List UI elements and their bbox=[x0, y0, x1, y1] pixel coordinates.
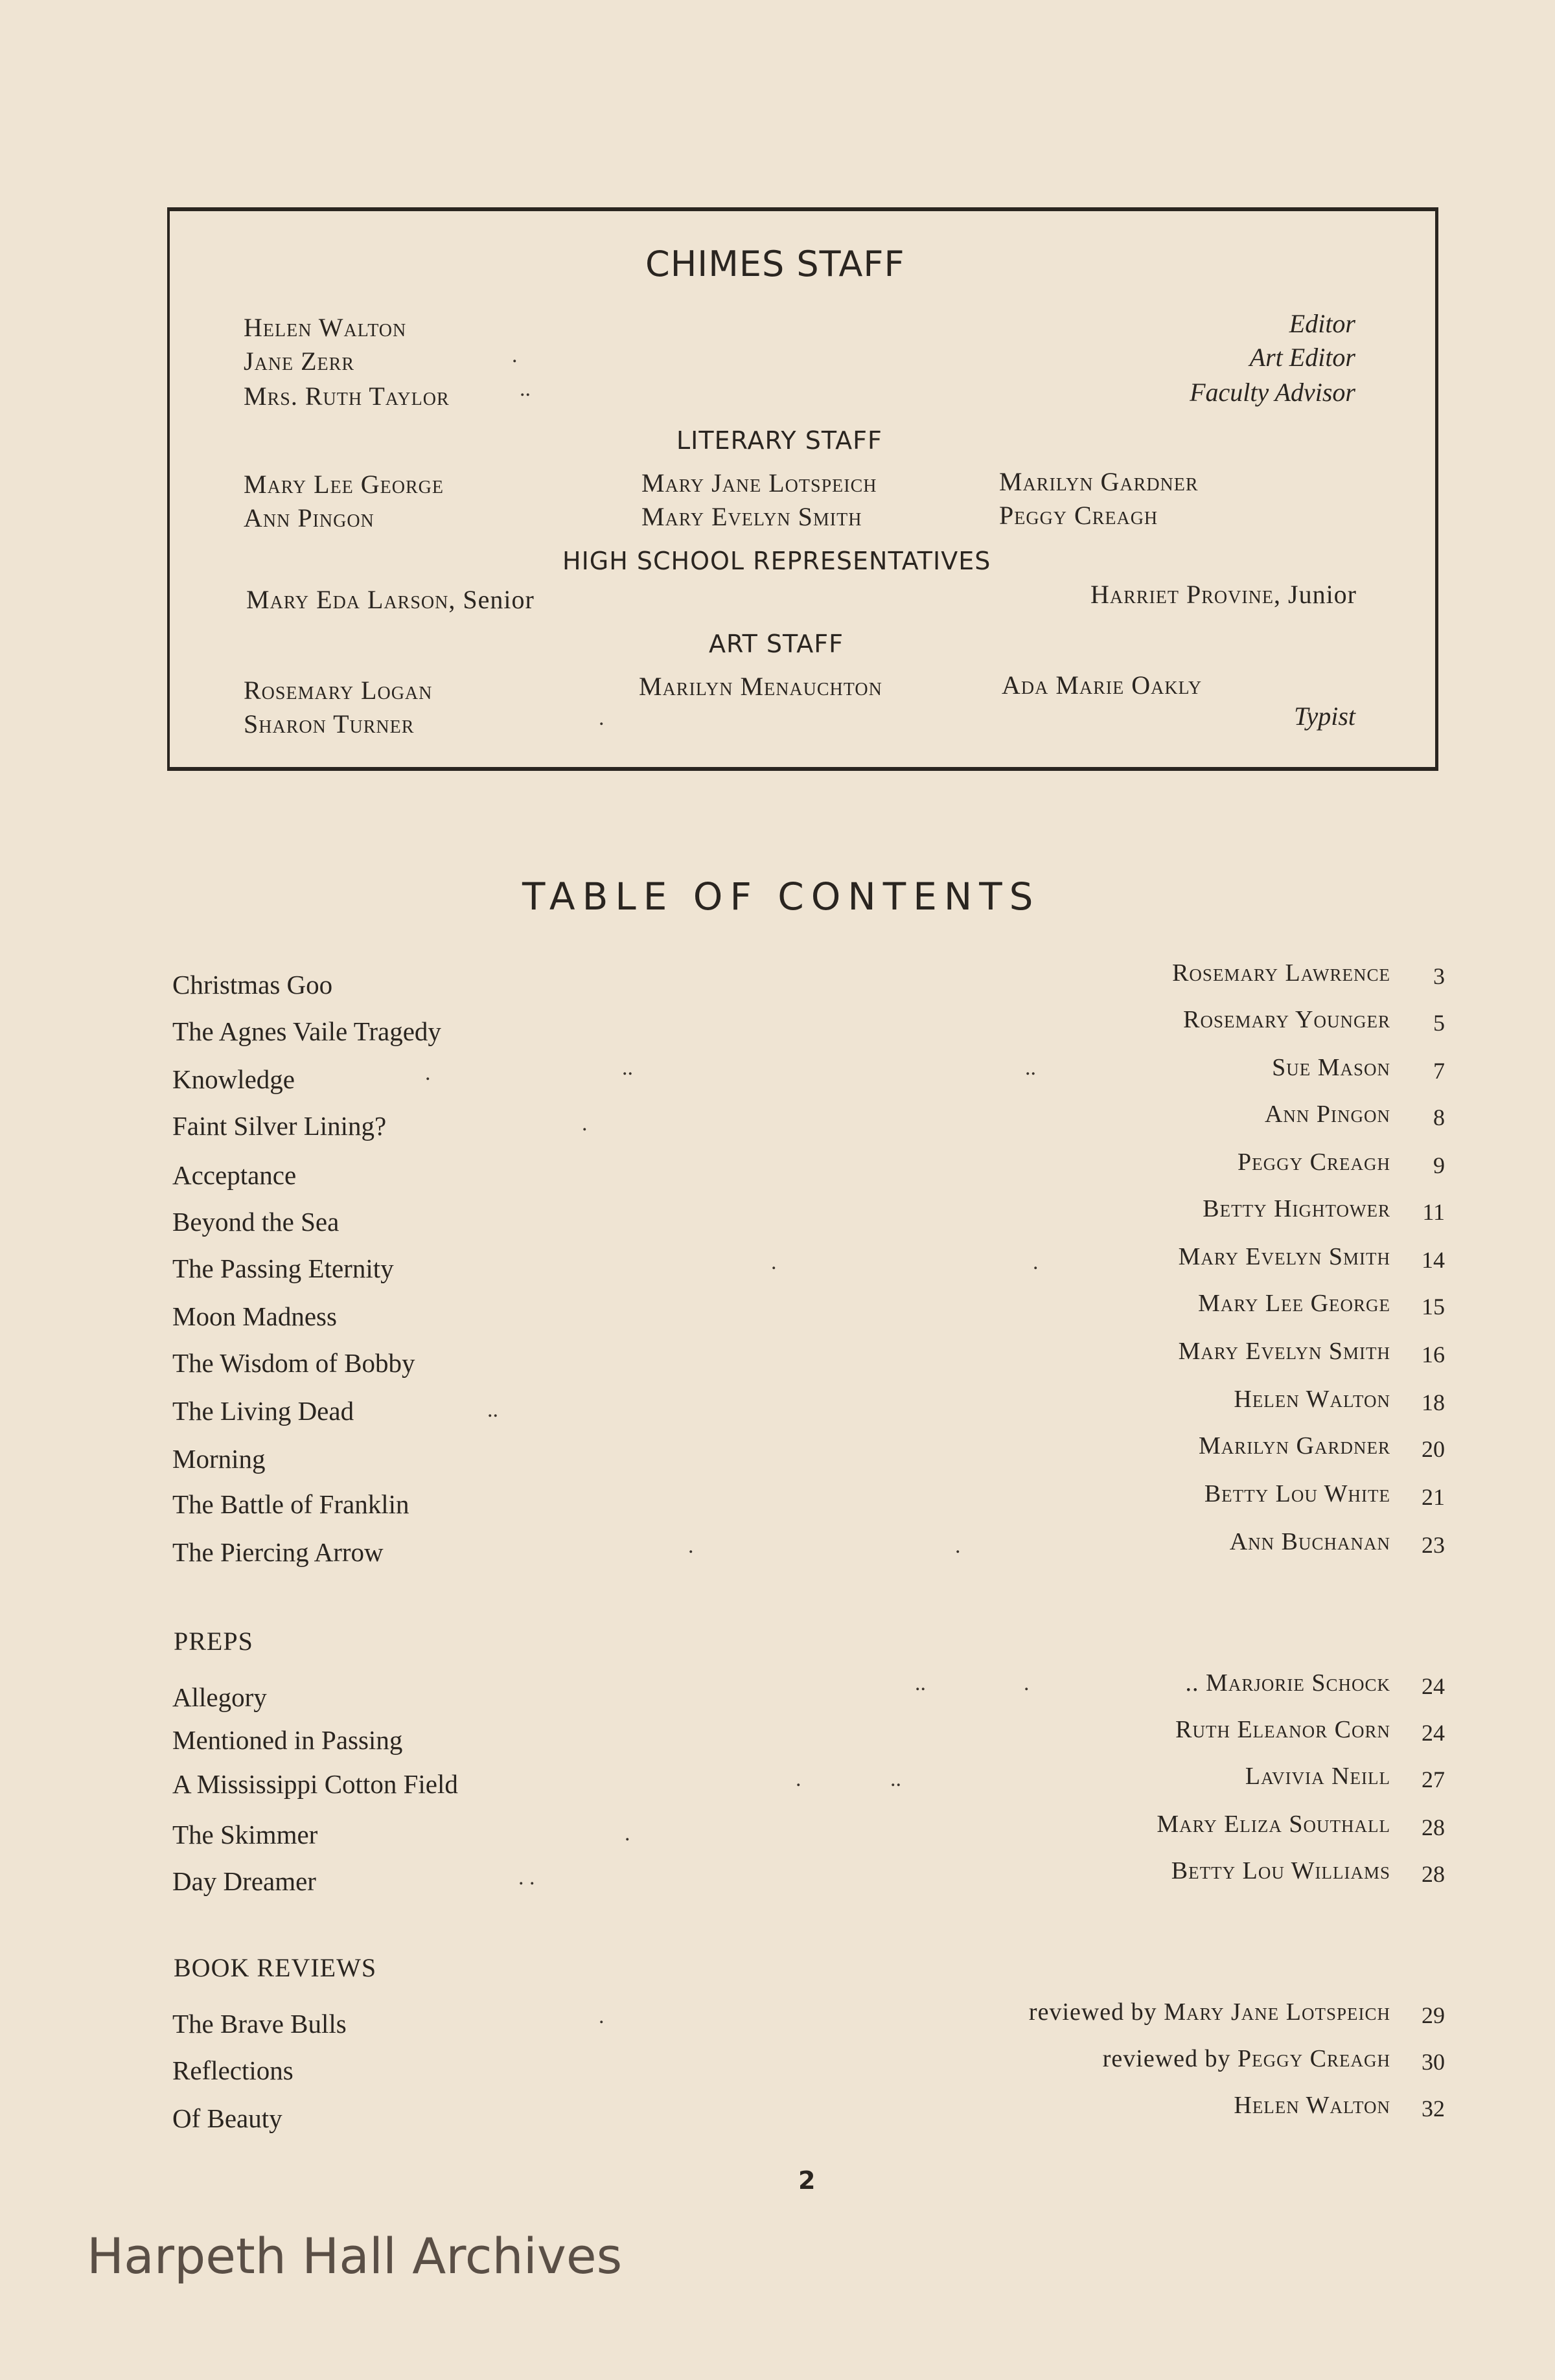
toc-entry-title: The Agnes Vaile Tragedy bbox=[172, 1016, 441, 1046]
toc-entry-author: Betty Lou White bbox=[1204, 1480, 1390, 1507]
leader-dots: .. bbox=[487, 1398, 498, 1422]
hs-senior bbox=[246, 584, 535, 615]
leader-dot: . bbox=[796, 1767, 801, 1791]
review-author: Helen Walton bbox=[1234, 2092, 1390, 2119]
literary-member: Peggy Creagh bbox=[999, 501, 1158, 530]
leader-dot: . bbox=[625, 1822, 630, 1846]
toc-entry-title: Allegory bbox=[172, 1682, 267, 1712]
toc-entry-page: 28 bbox=[1422, 1814, 1445, 1840]
toc-entry-page: 3 bbox=[1433, 963, 1445, 989]
toc-entry-title: The Living Dead bbox=[172, 1396, 354, 1426]
literary-member: Mary Evelyn Smith bbox=[641, 502, 862, 531]
archive-watermark: Harpeth Hall Archives bbox=[87, 2227, 623, 2285]
toc-entry-page: 23 bbox=[1422, 1532, 1445, 1558]
toc-entry-page: 20 bbox=[1422, 1436, 1445, 1462]
toc-title: TABLE OF CONTENTS bbox=[522, 875, 1041, 919]
toc-entry-author: Lavivia Neill bbox=[1245, 1763, 1390, 1790]
toc-entry-title: The Skimmer bbox=[172, 1820, 318, 1849]
typist-role: Typist bbox=[1294, 702, 1355, 731]
toc-entry-title: Moon Madness bbox=[172, 1301, 337, 1331]
art-member: Rosemary Logan bbox=[244, 676, 433, 705]
toc-entry-title: The Piercing Arrow bbox=[172, 1537, 384, 1567]
hs-junior-class: Junior bbox=[1288, 580, 1357, 609]
toc-entry-title: The Brave Bulls bbox=[172, 2009, 347, 2039]
toc-entry-author: Peggy Creagh bbox=[1238, 1149, 1390, 1176]
leader-dot: . bbox=[955, 1534, 961, 1558]
hs-heading: HIGH SCHOOL REPRESENTATIVES bbox=[562, 547, 991, 575]
toc-entry-author: Rosemary Younger bbox=[1183, 1006, 1390, 1033]
art-editor-role: Art Editor bbox=[1249, 343, 1355, 372]
leader-dot: . bbox=[512, 343, 518, 367]
toc-entry-author: Mary Evelyn Smith bbox=[1178, 1338, 1390, 1365]
art-member: Marilyn Menauchton bbox=[639, 672, 882, 701]
toc-entry-author: Mary Lee George bbox=[1198, 1290, 1390, 1317]
editor-name: Helen Walton bbox=[244, 313, 407, 342]
toc-entry-page: 14 bbox=[1422, 1247, 1445, 1273]
toc-entry-title: Of Beauty bbox=[172, 2103, 282, 2133]
art-editor-name: Jane Zerr bbox=[244, 347, 354, 376]
literary-member: Mary Lee George bbox=[244, 470, 444, 499]
leader-dot: . bbox=[425, 1061, 431, 1085]
toc-entry-title: Reflections bbox=[172, 2055, 294, 2085]
review-author: Peggy Creagh bbox=[1238, 2045, 1390, 2072]
toc-entry-page: 9 bbox=[1433, 1152, 1445, 1178]
leader-dots: .. bbox=[520, 377, 531, 401]
toc-entry-title: Day Dreamer bbox=[172, 1866, 316, 1896]
toc-review-author bbox=[1234, 2091, 1390, 2120]
reviews-heading: BOOK REVIEWS bbox=[174, 1953, 377, 1982]
literary-member: Ann Pingon bbox=[244, 503, 374, 532]
advisor-name: Mrs. Ruth Taylor bbox=[244, 382, 450, 411]
toc-entry-page: 32 bbox=[1422, 2096, 1445, 2122]
toc-entry-author: Mary Evelyn Smith bbox=[1178, 1243, 1390, 1270]
toc-entry-title: A Mississippi Cotton Field bbox=[172, 1769, 458, 1799]
toc-entry-page: 28 bbox=[1422, 1861, 1445, 1887]
toc-entry-title: Mentioned in Passing bbox=[172, 1725, 403, 1755]
toc-entry-author: Marilyn Gardner bbox=[1198, 1432, 1390, 1459]
staff-title: CHIMES STAFF bbox=[645, 244, 905, 284]
toc-entry-page: 11 bbox=[1422, 1199, 1445, 1225]
hs-junior bbox=[1090, 579, 1357, 610]
art-member: Ada Marie Oakly bbox=[1002, 670, 1203, 700]
toc-entry-author: Betty Lou Williams bbox=[1171, 1857, 1390, 1884]
toc-review-author bbox=[1029, 1998, 1390, 2026]
leader-dot: . bbox=[1024, 1671, 1030, 1695]
toc-entry-title: Beyond the Sea bbox=[172, 1207, 340, 1237]
toc-entry-author: Rosemary Lawrence bbox=[1172, 959, 1390, 987]
leader-dots: .. bbox=[622, 1056, 633, 1080]
toc-entry-author: .. Marjorie Schock bbox=[1185, 1669, 1390, 1697]
toc-entry-title: The Battle of Franklin bbox=[172, 1489, 409, 1519]
toc-entry-page: 29 bbox=[1422, 2002, 1445, 2028]
review-prefix: reviewed by bbox=[1028, 1998, 1157, 2026]
toc-entry-page: 24 bbox=[1422, 1673, 1445, 1699]
toc-entry-page: 7 bbox=[1433, 1058, 1445, 1084]
advisor-role: Faculty Advisor bbox=[1190, 378, 1355, 407]
toc-entry-title: Faint Silver Lining? bbox=[172, 1111, 387, 1141]
leader-dot: . bbox=[599, 2004, 605, 2028]
toc-entry-page: 5 bbox=[1433, 1010, 1445, 1036]
hs-senior-class: Senior bbox=[463, 585, 535, 614]
toc-entry-title: The Passing Eternity bbox=[172, 1253, 394, 1283]
literary-member: Mary Jane Lotspeich bbox=[641, 468, 877, 498]
toc-entry-page: 18 bbox=[1422, 1390, 1445, 1415]
typist-name: Sharon Turner bbox=[244, 709, 415, 738]
review-author: Mary Jane Lotspeich bbox=[1164, 1998, 1390, 2026]
toc-entry-title: Acceptance bbox=[172, 1160, 297, 1190]
toc-entry-author: Ruth Eleanor Corn bbox=[1175, 1716, 1390, 1743]
literary-member: Marilyn Gardner bbox=[999, 467, 1199, 496]
literary-heading: LITERARY STAFF bbox=[676, 426, 882, 455]
toc-entry-page: 21 bbox=[1422, 1484, 1445, 1510]
toc-entry-title: Morning bbox=[172, 1444, 266, 1474]
toc-entry-title: Christmas Goo bbox=[172, 970, 333, 1000]
toc-entry-author: Sue Mason bbox=[1272, 1054, 1390, 1081]
toc-entry-page: 15 bbox=[1422, 1294, 1445, 1320]
leader-dot: . bbox=[771, 1250, 777, 1274]
leader-dots: .. bbox=[890, 1767, 901, 1791]
toc-entry-author: Betty Hightower bbox=[1203, 1195, 1390, 1222]
leader-dot: . bbox=[688, 1534, 694, 1558]
preps-heading: PREPS bbox=[174, 1627, 253, 1656]
toc-entry-author: Mary Eliza Southall bbox=[1157, 1811, 1390, 1838]
toc-entry-page: 30 bbox=[1422, 2049, 1445, 2075]
toc-entry-author: Ann Buchanan bbox=[1229, 1528, 1390, 1555]
leader-dot: . bbox=[1033, 1250, 1039, 1274]
toc-entry-page: 27 bbox=[1422, 1767, 1445, 1792]
toc-entry-page: 24 bbox=[1422, 1720, 1445, 1746]
hs-senior-name: Mary Eda Larson, bbox=[246, 585, 456, 614]
hs-junior-name: Harriet Provine, bbox=[1090, 580, 1281, 609]
page-number: 2 bbox=[798, 2166, 816, 2195]
toc-entry-author: Helen Walton bbox=[1234, 1386, 1390, 1413]
toc-entry-title: The Wisdom of Bobby bbox=[172, 1348, 415, 1378]
editor-role: Editor bbox=[1289, 309, 1355, 338]
toc-entry-page: 8 bbox=[1433, 1104, 1445, 1130]
toc-entry-author: Ann Pingon bbox=[1264, 1101, 1390, 1128]
leader-dot: . bbox=[582, 1112, 588, 1136]
toc-entry-title: Knowledge bbox=[172, 1064, 295, 1094]
leader-dot: . bbox=[599, 706, 605, 730]
toc-entry-page: 16 bbox=[1422, 1342, 1445, 1367]
art-heading: ART STAFF bbox=[709, 630, 844, 658]
review-prefix: reviewed by bbox=[1102, 2045, 1231, 2072]
leader-dots: . . bbox=[518, 1866, 535, 1890]
leader-dots: .. bbox=[915, 1671, 926, 1695]
leader-dots: .. bbox=[1025, 1056, 1036, 1080]
toc-review-author bbox=[1103, 2044, 1390, 2073]
